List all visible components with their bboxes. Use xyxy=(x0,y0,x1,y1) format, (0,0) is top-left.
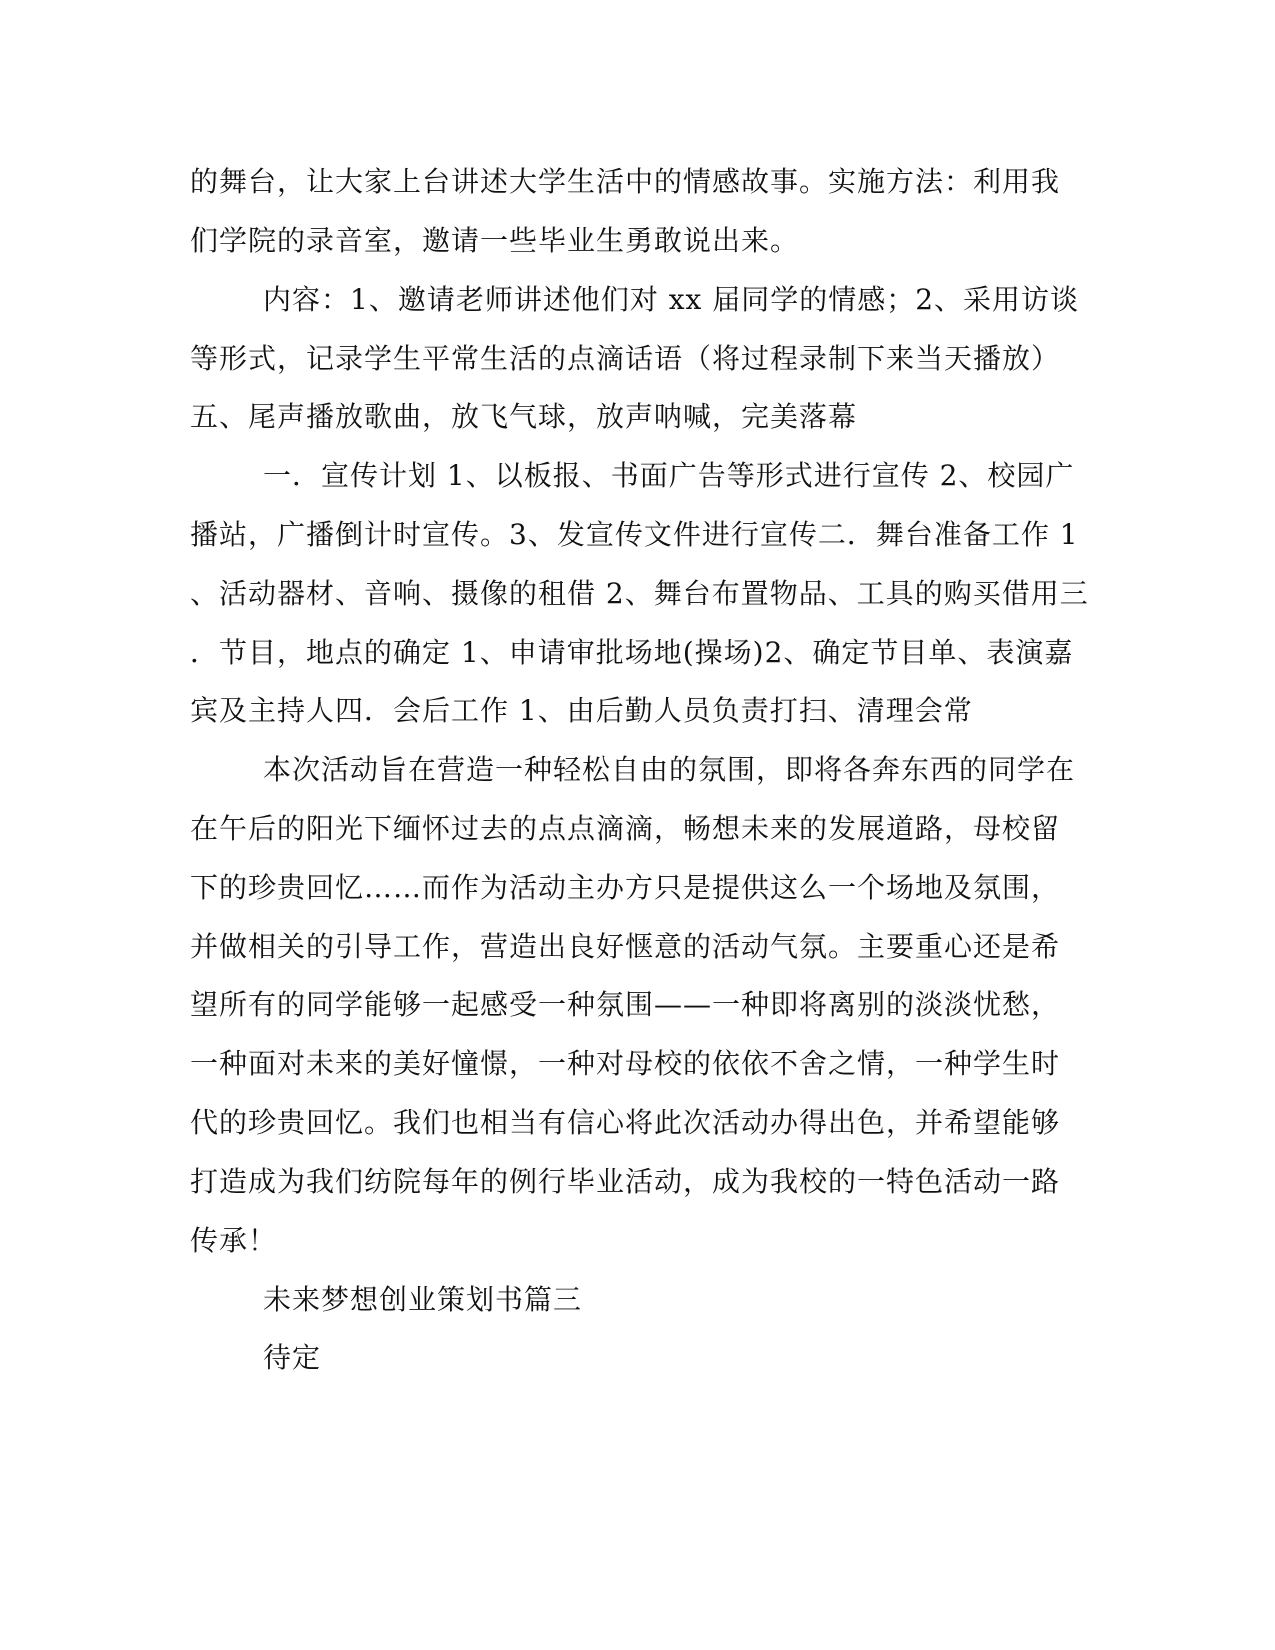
text-line: 传承！ xyxy=(190,1224,278,1257)
text-line: 播站，广播倒计时宣传。3、发宣传文件进行宣传二．舞台准备工作 1 xyxy=(190,518,1079,551)
text-line: ．节目，地点的确定 1、申请审批场地(操场)2、确定节目单、表演嘉 xyxy=(190,636,1074,669)
text-line: 、活动器材、音响、摄像的租借 2、舞台布置物品、工具的购买借用三 xyxy=(190,577,1089,610)
text-line: 一种面对未来的美好憧憬，一种对母校的依依不舍之情，一种学生时 xyxy=(190,1047,1061,1080)
text-line: 一．宣传计划 1、以板报、书面广告等形式进行宣传 2、校园广 xyxy=(263,459,1075,492)
text-line: 并做相关的引导工作，营造出良好惬意的活动气氛。主要重心还是希 xyxy=(190,930,1061,963)
text-line: 的舞台，让大家上台讲述大学生活中的情感故事。实施方法：利用我 xyxy=(190,165,1061,198)
text-line: 下的珍贵回忆……而作为活动主办方只是提供这么一个场地及氛围， xyxy=(190,871,1061,904)
text-line: 望所有的同学能够一起感受一种氛围——一种即将离别的淡淡忧愁， xyxy=(190,988,1061,1021)
section-heading: 未来梦想创业策划书篇三 xyxy=(263,1283,583,1316)
text-line: 在午后的阳光下缅怀过去的点点滴滴，畅想未来的发展道路，母校留 xyxy=(190,812,1061,845)
text-line: 本次活动旨在营造一种轻松自由的氛围，即将各奔东西的同学在 xyxy=(263,753,1076,786)
text-line: 待定 xyxy=(263,1341,322,1374)
text-line: 五、尾声播放歌曲，放飞气球，放声呐喊，完美落幕 xyxy=(190,400,858,433)
text-line: 打造成为我们纺院每年的例行毕业活动，成为我校的一特色活动一路 xyxy=(190,1165,1061,1198)
text-line: 等形式，记录学生平常生活的点滴话语（将过程录制下来当天播放） xyxy=(190,342,1061,375)
text-line: 内容：1、邀请老师讲述他们对 xx 届同学的情感；2、采用访谈 xyxy=(263,283,1080,316)
text-line: 代的珍贵回忆。我们也相当有信心将此次活动办得出色，并希望能够 xyxy=(190,1106,1061,1139)
text-line: 们学院的录音室，邀请一些毕业生勇敢说出来。 xyxy=(190,224,800,257)
text-line: 宾及主持人四．会后工作 1、由后勤人员负责打扫、清理会常 xyxy=(190,694,973,727)
